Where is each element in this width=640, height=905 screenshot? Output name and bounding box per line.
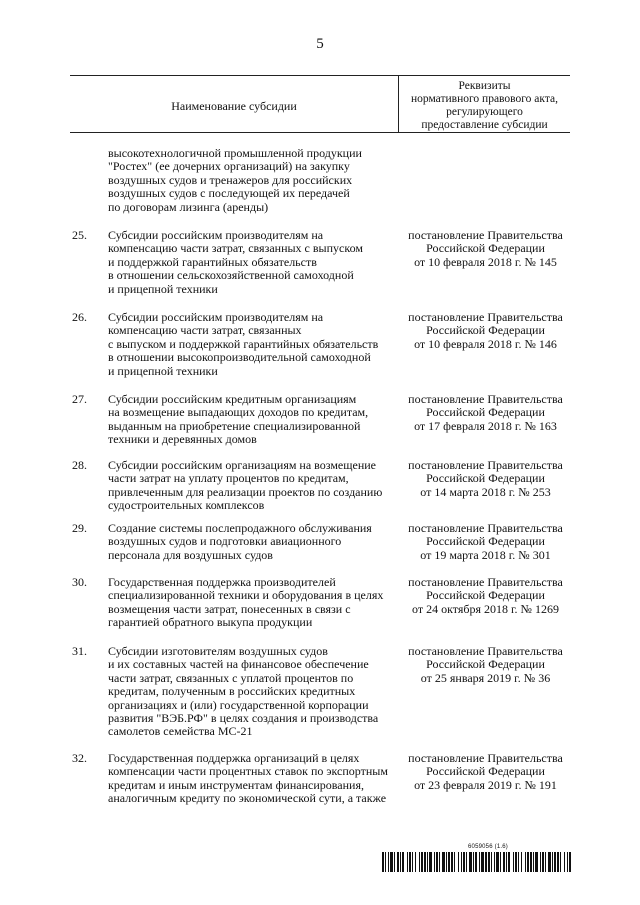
row-description: Субсидии российским кредитным организациям на возмещение выпадающих доходов по кредитам, выданным на приобретение специализированной техники и деревянных домов <box>108 392 369 447</box>
barcode-bar <box>521 852 522 872</box>
row-legal-act: постановление Правительства Российской Федерации от 24 октября 2018 г. № 1269 <box>408 575 563 616</box>
barcode-bar <box>552 852 553 872</box>
row-number: 29. <box>72 521 87 535</box>
barcode-bar <box>461 852 462 872</box>
barcode-bar <box>545 852 546 872</box>
barcode-bar <box>390 852 393 872</box>
barcode-bar <box>567 852 568 872</box>
barcode-bar <box>412 852 413 872</box>
barcode-bar <box>439 852 440 872</box>
barcode-bar <box>548 852 551 872</box>
barcode-bar <box>451 852 453 872</box>
barcode-bar <box>458 852 459 872</box>
barcode-bar <box>442 852 445 872</box>
barcode-bar <box>488 852 490 872</box>
barcode-bar <box>421 852 423 872</box>
row-number: 25. <box>72 228 87 242</box>
barcode-bar <box>429 852 432 872</box>
barcode-bar <box>475 852 477 872</box>
row-number: 31. <box>72 644 87 658</box>
barcode-bar <box>415 852 416 872</box>
barcode-bar <box>424 852 426 872</box>
barcode-bar <box>515 852 517 872</box>
row-number: 28. <box>72 458 87 472</box>
barcode-bar <box>394 852 395 872</box>
page-number: 5 <box>316 36 324 52</box>
barcode-bar <box>466 852 467 872</box>
barcode-bar <box>554 852 556 872</box>
barcode-bar <box>463 852 465 872</box>
row-description: Субсидии российским производителям на компенсацию части затрат, связанных с выпуском и поддержкой гарантийных обязательств в отношении высокопроизводительной самоходной и прицепной техники <box>108 310 379 378</box>
barcode-bar <box>560 852 561 872</box>
row-legal-act: постановление Правительства Российской Федерации от 25 января 2019 г. № 36 <box>408 644 563 685</box>
barcode-bar <box>469 852 472 872</box>
row-legal-act: постановление Правительства Российской Федерации от 23 февраля 2019 г. № 191 <box>408 751 563 792</box>
row-legal-act: постановление Правительства Российской Федерации от 14 марта 2018 г. № 253 <box>408 458 563 499</box>
barcode-bar <box>409 852 411 872</box>
barcode-bar <box>513 852 514 872</box>
barcode-bar <box>518 852 519 872</box>
barcode-bar <box>473 852 474 872</box>
row-legal-act: постановление Правительства Российской Федерации от 10 февраля 2018 г. № 146 <box>408 310 563 351</box>
barcode-bar <box>446 852 447 872</box>
row-number: 30. <box>72 575 87 589</box>
barcode-bar <box>530 852 532 872</box>
continuation-text: высокотехнологичной промышленной продукции "Ростех" (ее дочерних организаций) на закупку воздушных судов и тренажеров для российских воздушных судов с последующей их передачей по договорам лизинга (аренды) <box>108 146 362 214</box>
barcode-bar <box>382 852 384 872</box>
barcode-bar <box>481 852 484 872</box>
barcode-bar <box>557 852 559 872</box>
row-description: Субсидии российским организациям на возмещение части затрат на уплату процентов по кредитам, привлеченным для реализации проектов по созданию судостроительных комплексов <box>108 458 383 513</box>
row-description: Субсидии изготовителям воздушных судов и их составных частей на финансовое обеспечение части затрат, связанных с уплатой процентов по кредитам, полученным в российских кредитных организациях и (или) государственной корпорации развития "ВЭБ.РФ" в целях создания и производства самолетов семейства МС-21 <box>108 644 379 739</box>
barcode-bar <box>500 852 501 872</box>
barcode-bar <box>508 852 510 872</box>
barcode-bar <box>525 852 526 872</box>
barcode-bar <box>533 852 534 872</box>
barcode-bar <box>527 852 529 872</box>
barcode-bar <box>494 852 495 872</box>
barcode-bar <box>535 852 538 872</box>
header-subsidy-name: Наименование субсидии <box>171 99 297 113</box>
row-legal-act: постановление Правительства Российской Федерации от 10 февраля 2018 г. № 145 <box>408 228 563 269</box>
barcode-bar <box>448 852 450 872</box>
barcode-bar <box>385 852 386 872</box>
row-number: 27. <box>72 392 87 406</box>
row-description: Субсидии российским производителям на компенсацию части затрат, связанных с выпуском и поддержкой гарантийных обязательств в отношении сельскохозяйственной самоходной и прицепной техники <box>108 228 363 296</box>
barcode <box>382 852 572 872</box>
barcode-bar <box>397 852 399 872</box>
barcode-bar <box>506 852 507 872</box>
row-description: Государственная поддержка производителей специализированной техники и оборудования в целях возмещения части затрат, понесенных в связи с гарантией обратного выкупа продукции <box>108 575 384 630</box>
barcode-bar <box>436 852 438 872</box>
barcode-bar <box>407 852 408 872</box>
barcode-bar <box>400 852 401 872</box>
barcode-bar <box>569 852 571 872</box>
row-number: 26. <box>72 310 87 324</box>
table-header <box>70 75 570 133</box>
row-number: 32. <box>72 751 87 765</box>
row-description: Создание системы послепродажного обслуживания воздушных судов и подготовки авиационного персонала для воздушных судов <box>108 521 372 562</box>
row-legal-act: постановление Правительства Российской Федерации от 17 февраля 2018 г. № 163 <box>408 392 563 433</box>
barcode-bar <box>479 852 480 872</box>
barcode-bar <box>542 852 544 872</box>
barcode-bar <box>454 852 455 872</box>
document-code: 6059056 (1.6) <box>468 844 508 850</box>
barcode-bar <box>388 852 389 872</box>
barcode-bar <box>540 852 541 872</box>
barcode-bar <box>564 852 565 872</box>
row-description: Государственная поддержка организаций в целях компенсации части процентных ставок по экспортным кредитам и иным инструментам финансирования, аналогичным кредиту по экономической сути, а также <box>108 751 388 806</box>
header-requisites: Реквизиты нормативного правового акта, регулирующего предоставление субсидии <box>410 80 558 131</box>
barcode-bar <box>491 852 492 872</box>
row-legal-act: постановление Правительства Российской Федерации от 19 марта 2018 г. № 301 <box>408 521 563 562</box>
barcode-bar <box>434 852 435 872</box>
barcode-bar <box>402 852 404 872</box>
barcode-bar <box>496 852 499 872</box>
barcode-bar <box>419 852 420 872</box>
barcode-bar <box>485 852 487 872</box>
barcode-bar <box>503 852 505 872</box>
barcode-bar <box>427 852 428 872</box>
